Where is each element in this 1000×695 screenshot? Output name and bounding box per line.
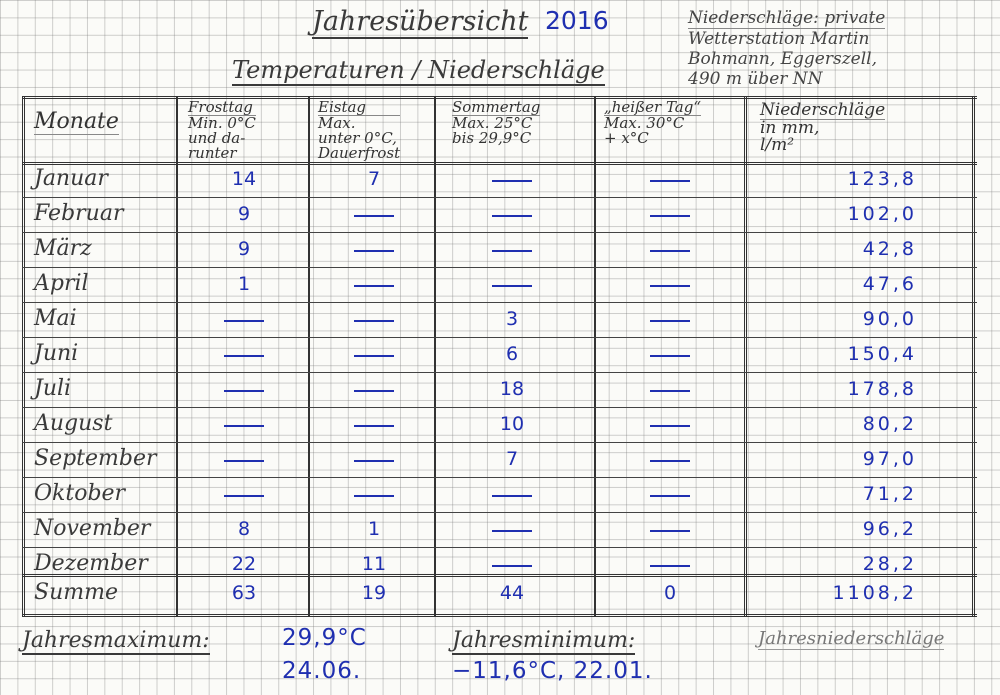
empty-dash	[492, 180, 532, 182]
empty-dash	[354, 460, 394, 462]
row-divider	[22, 407, 977, 408]
empty-dash	[354, 250, 394, 252]
column-divider	[176, 96, 178, 616]
station-note-line: Niederschläge: private	[688, 8, 886, 28]
empty-dash	[650, 180, 690, 182]
row-divider	[22, 442, 977, 443]
header-frosttag: Frosttag Min. 0°C und da- runter	[188, 98, 256, 162]
cell-eis: 7	[367, 168, 381, 190]
cell-sommer: 3	[505, 308, 519, 330]
min-label: Jahresminimum:	[452, 628, 636, 653]
cell-frost: 9	[237, 238, 251, 260]
sum-label: Summe	[34, 580, 118, 605]
station-note-line: Bohmann, Eggerszell,	[688, 49, 878, 69]
row-divider	[22, 477, 977, 478]
row-divider	[22, 372, 977, 373]
month-label: November	[34, 516, 151, 541]
document-subtitle: Temperaturen / Niederschläge	[232, 56, 605, 84]
row-divider	[22, 512, 977, 513]
empty-dash	[354, 320, 394, 322]
month-label: März	[34, 236, 92, 261]
empty-dash	[492, 530, 532, 532]
station-note-line: Wetterstation Martin	[688, 29, 870, 49]
empty-dash	[650, 320, 690, 322]
empty-dash	[354, 495, 394, 497]
header-monate: Monate	[34, 109, 119, 134]
cell-sommer: 7	[505, 448, 519, 470]
header-divider	[22, 162, 977, 165]
cell-rain: 28,2	[862, 553, 917, 575]
sum-sommer: 44	[499, 582, 525, 604]
empty-dash	[650, 250, 690, 252]
sum-frost: 63	[231, 582, 257, 604]
empty-dash	[224, 425, 264, 427]
cell-frost: 22	[231, 553, 257, 575]
station-note-line: 490 m über NN	[688, 69, 823, 89]
column-divider	[434, 96, 436, 616]
header-heisser-tag: „heißer Tag“ Max. 30°C + x°C	[604, 98, 701, 147]
cell-eis: 1	[367, 518, 381, 540]
month-label: August	[34, 411, 113, 436]
row-divider	[22, 197, 977, 198]
empty-dash	[224, 460, 264, 462]
month-label: Mai	[34, 306, 77, 331]
empty-dash	[492, 565, 532, 567]
cell-frost: 9	[237, 203, 251, 225]
cell-rain: 97,0	[862, 448, 917, 470]
cell-rain: 150,4	[847, 343, 917, 365]
cell-sommer: 6	[505, 343, 519, 365]
table-border-right	[972, 96, 975, 616]
empty-dash	[492, 250, 532, 252]
min-value: −11,6°C, 22.01.	[452, 658, 653, 684]
cell-rain: 102,0	[847, 203, 917, 225]
sum-heiss: 0	[663, 582, 677, 604]
empty-dash	[650, 425, 690, 427]
empty-dash	[492, 215, 532, 217]
cell-sommer: 18	[499, 378, 525, 400]
month-label: April	[34, 271, 89, 296]
cell-sommer: 10	[499, 413, 525, 435]
document-year: 2016	[545, 6, 609, 35]
empty-dash	[492, 285, 532, 287]
cell-frost: 14	[231, 168, 257, 190]
cell-rain: 96,2	[862, 518, 917, 540]
max-label: Jahresmaximum:	[22, 628, 210, 653]
month-label: Juni	[34, 341, 79, 366]
month-label: Februar	[34, 201, 124, 226]
empty-dash	[492, 495, 532, 497]
empty-dash	[650, 355, 690, 357]
empty-dash	[650, 530, 690, 532]
column-divider	[744, 96, 747, 616]
empty-dash	[650, 215, 690, 217]
column-divider	[594, 96, 596, 616]
month-label: Oktober	[34, 481, 126, 506]
table-border-bottom	[22, 614, 977, 617]
month-label: Dezember	[34, 551, 148, 576]
cell-frost: 1	[237, 273, 251, 295]
row-divider	[22, 547, 977, 548]
sum-rain: 1108,2	[832, 582, 917, 604]
empty-dash	[354, 215, 394, 217]
empty-dash	[354, 285, 394, 287]
document-title: Jahresübersicht	[312, 6, 529, 37]
month-label: Juli	[34, 376, 72, 401]
row-divider	[22, 267, 977, 268]
empty-dash	[650, 285, 690, 287]
table-border-left	[22, 96, 25, 616]
row-divider	[22, 337, 977, 338]
cell-rain: 90,0	[862, 308, 917, 330]
cell-frost: 8	[237, 518, 251, 540]
column-divider	[308, 96, 310, 616]
cell-eis: 11	[361, 553, 387, 575]
max-value: 29,9°C	[282, 625, 367, 651]
row-divider	[22, 302, 977, 303]
empty-dash	[224, 320, 264, 322]
sum-eis: 19	[361, 582, 387, 604]
cell-rain: 42,8	[862, 238, 917, 260]
empty-dash	[650, 495, 690, 497]
empty-dash	[354, 355, 394, 357]
header-niederschlaege: Niederschläge in mm, l/m²	[760, 100, 886, 155]
cell-rain: 71,2	[862, 483, 917, 505]
max-date: 24.06.	[282, 658, 362, 684]
empty-dash	[650, 390, 690, 392]
empty-dash	[354, 425, 394, 427]
empty-dash	[224, 390, 264, 392]
cell-rain: 123,8	[847, 168, 917, 190]
empty-dash	[354, 390, 394, 392]
cell-rain: 178,8	[847, 378, 917, 400]
month-label: Januar	[34, 166, 108, 191]
empty-dash	[650, 460, 690, 462]
header-eistag: Eistag Max. unter 0°C, Dauerfrost	[318, 98, 401, 162]
cell-rain: 80,2	[862, 413, 917, 435]
cell-rain: 47,6	[862, 273, 917, 295]
empty-dash	[224, 355, 264, 357]
empty-dash	[224, 495, 264, 497]
header-sommertag: Sommertag Max. 25°C bis 29,9°C	[452, 98, 541, 147]
month-label: September	[34, 446, 157, 471]
weather-table	[22, 96, 977, 616]
row-divider	[22, 232, 977, 233]
empty-dash	[650, 565, 690, 567]
station-note	[688, 8, 885, 89]
rain-total-label: Jahresniederschläge	[758, 628, 945, 649]
